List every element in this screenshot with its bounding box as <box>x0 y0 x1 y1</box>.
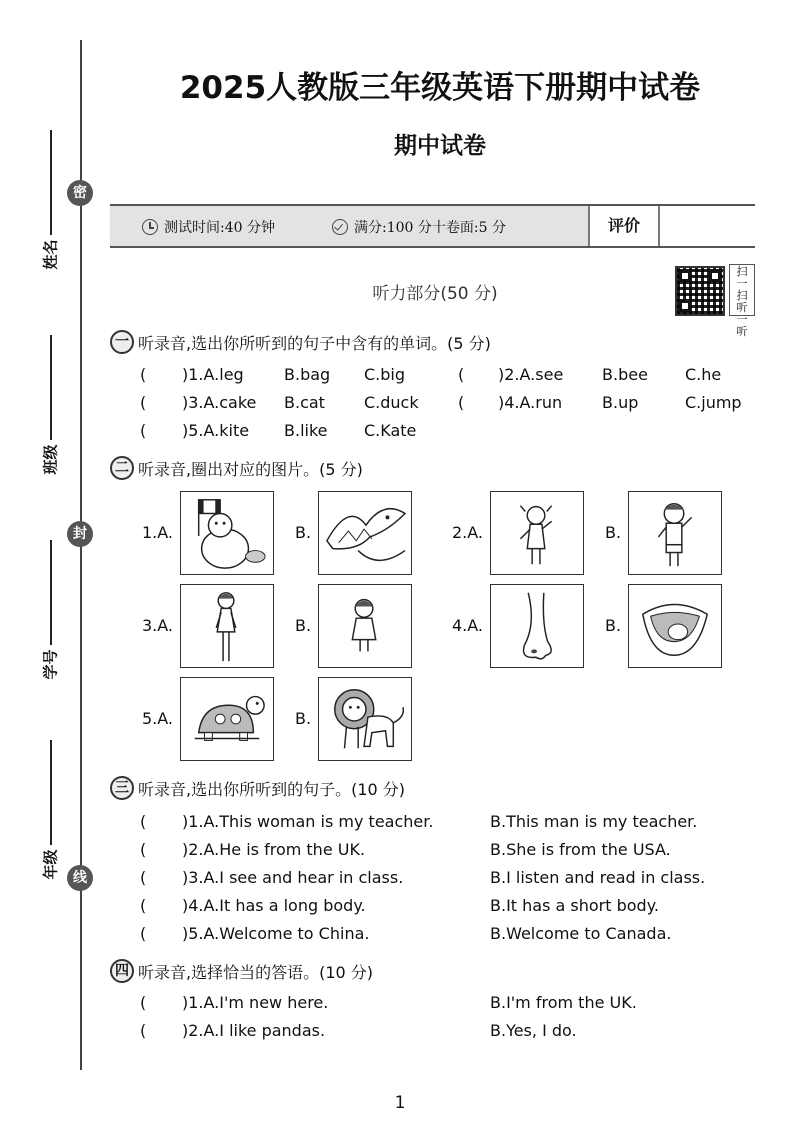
class-field[interactable] <box>22 335 62 495</box>
name-label: 姓名 <box>41 239 60 270</box>
answer-paren[interactable]: ( <box>140 924 147 943</box>
clock-icon <box>142 219 158 235</box>
score-info: 满分:100 分十卷面:5 分 <box>332 217 506 237</box>
answer-paren[interactable]: ( <box>140 393 147 412</box>
lion-picture[interactable] <box>318 677 412 761</box>
exam-subtitle: 期中试卷 <box>394 133 486 159</box>
answer-paren[interactable]: ( <box>140 812 147 831</box>
section-4-heading <box>110 959 373 983</box>
seal-xian: 线 <box>67 865 93 891</box>
answer-paren[interactable]: ( <box>140 896 147 915</box>
answer-paren[interactable]: ( <box>140 1021 147 1040</box>
boy-picture[interactable] <box>628 491 722 575</box>
answer-paren[interactable]: ( <box>140 840 147 859</box>
answer-paren[interactable]: ( <box>140 868 147 887</box>
section-4-instruction: 听录音,选择恰当的答语。(10 分) <box>138 962 374 982</box>
class-label: 班级 <box>41 444 60 475</box>
exam-title: 2025人教版三年级英语下册期中试卷 <box>179 70 701 106</box>
name-field[interactable] <box>22 130 62 290</box>
section-4-number: 四 <box>110 959 134 983</box>
answer-paren[interactable]: ( <box>140 365 147 384</box>
answer-paren[interactable]: ( <box>458 365 465 384</box>
info-bar <box>110 204 755 248</box>
eagle-picture[interactable] <box>318 491 412 575</box>
answer-paren[interactable]: ( <box>140 993 147 1012</box>
evaluation-box[interactable] <box>660 206 755 246</box>
seal-feng: 封 <box>67 521 93 547</box>
section-3-instruction: 听录音,选出你所听到的句子。(10 分) <box>138 779 406 799</box>
student-id-label: 学号 <box>41 649 60 680</box>
mouth-picture[interactable] <box>628 584 722 668</box>
page-number: 1 <box>394 1093 406 1113</box>
answer-paren[interactable]: ( <box>458 393 465 412</box>
section-2-instruction: 听录音,圈出对应的图片。(5 分) <box>138 459 363 479</box>
student-id-field[interactable] <box>22 540 62 700</box>
evaluation-label: 评价 <box>588 206 660 246</box>
seal-mi: 密 <box>67 180 93 206</box>
section-2-heading <box>110 456 363 480</box>
section-3-heading <box>110 776 405 800</box>
beaver-with-flag-picture[interactable] <box>180 491 274 575</box>
nose-picture[interactable] <box>490 584 584 668</box>
qr-code-icon[interactable] <box>675 266 725 316</box>
answer-paren[interactable]: ( <box>140 421 147 440</box>
section-1-heading <box>110 330 491 354</box>
listening-part-title: 听力部分(50 分) <box>372 284 498 304</box>
scan-label: 扫一扫 听一听 <box>729 264 755 316</box>
girl-picture[interactable] <box>490 491 584 575</box>
grade-label: 年级 <box>41 849 60 880</box>
section-1-number: 一 <box>110 330 134 354</box>
turtle-picture[interactable] <box>180 677 274 761</box>
time-info: 测试时间:40 分钟 <box>142 217 275 237</box>
tall-girl-picture[interactable] <box>180 584 274 668</box>
grade-field[interactable] <box>22 740 62 900</box>
short-girl-picture[interactable] <box>318 584 412 668</box>
section-3-number: 三 <box>110 776 134 800</box>
section-2-number: 二 <box>110 456 134 480</box>
section-1-instruction: 听录音,选出你所听到的句子中含有的单词。(5 分) <box>138 333 491 353</box>
check-icon <box>332 219 348 235</box>
